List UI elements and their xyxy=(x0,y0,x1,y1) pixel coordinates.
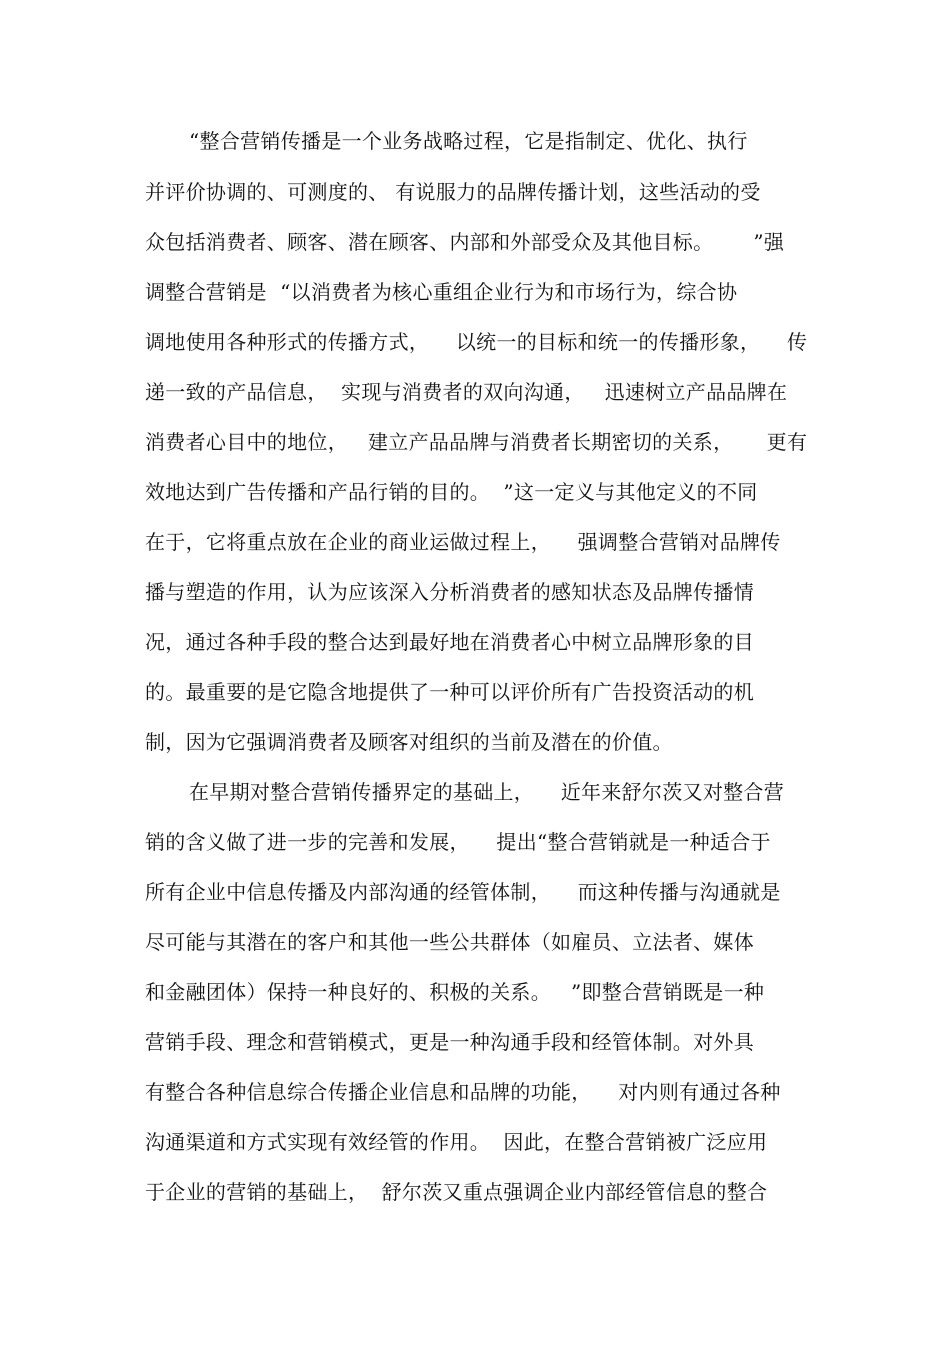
paragraph-1-line-8: 效地达到广告传播和产品行销的目的。 ”这一定义与其他定义的不同 xyxy=(145,480,758,504)
paragraph-1-line-9: 在于，它将重点放在企业的商业运做过程上， 强调整合营销对品牌传 xyxy=(145,530,781,554)
paragraph-2-line-2: 销的含义做了进一步的完善和发展， 提出“整合营销就是一种适合于 xyxy=(145,830,771,854)
paragraph-2-line-7: 有整合各种信息综合传播企业信息和品牌的功能， 对内则有通过各种 xyxy=(145,1080,781,1104)
paragraph-1-line-3: 众包括消费者、顾客、潜在顾客、内部和外部受众及其他目标。 ”强 xyxy=(145,230,785,254)
paragraph-1-line-10: 播与塑造的作用，认为应该深入分析消费者的感知状态及品牌传播情 xyxy=(145,580,754,604)
paragraph-2-line-1: 在早期对整合营销传播界定的基础上， 近年来舒尔茨又对整合营 xyxy=(189,780,785,804)
paragraph-1-line-7: 消费者心目中的地位， 建立产品品牌与消费者长期密切的关系， 更有 xyxy=(145,430,808,454)
paragraph-1-line-11: 况，通过各种手段的整合达到最好地在消费者心中树立品牌形象的目 xyxy=(145,630,754,654)
paragraph-2-line-8: 沟通渠道和方式实现有效经管的作用。 因此，在整合营销被广泛应用 xyxy=(145,1130,768,1154)
paragraph-1-line-6: 递一致的产品信息， 实现与消费者的双向沟通， 迅速树立产品品牌在 xyxy=(145,380,788,404)
paragraph-1-line-12: 的。最重要的是它隐含地提供了一种可以评价所有广告投资活动的机 xyxy=(145,680,754,704)
paragraph-2-line-9: 于企业的营销的基础上， 舒尔茨又重点强调企业内部经管信息的整合 xyxy=(145,1180,768,1204)
paragraph-2-line-4: 尽可能与其潜在的客户和其他一些公共群体（如雇员、立法者、媒体 xyxy=(145,930,754,954)
paragraph-2-line-6: 营销手段、理念和营销模式，更是一种沟通手段和经管体制。对外具 xyxy=(145,1030,754,1054)
paragraph-2-line-5: 和金融团体）保持一种良好的、积极的关系。 ”即整合营销既是一种 xyxy=(145,980,765,1004)
paragraph-1-line-2: 并评价协调的、可测度的、 有说服力的品牌传播计划，这些活动的受 xyxy=(145,180,761,204)
paragraph-1-line-5: 调地使用各种形式的传播方式， 以统一的目标和统一的传播形象， 传 xyxy=(145,330,808,354)
paragraph-1-line-13: 制，因为它强调消费者及顾客对组织的当前及潜在的价值。 xyxy=(145,730,673,754)
paragraph-1-line-4: 调整合营销是 “以消费者为核心重组企业行为和市场行为，综合协 xyxy=(145,280,738,304)
paragraph-2-line-3: 所有企业中信息传播及内部沟通的经管体制， 而这种传播与沟通就是 xyxy=(145,880,781,904)
paragraph-1-line-1: “整合营销传播是一个业务战略过程，它是指制定、优化、执行 xyxy=(189,129,748,153)
